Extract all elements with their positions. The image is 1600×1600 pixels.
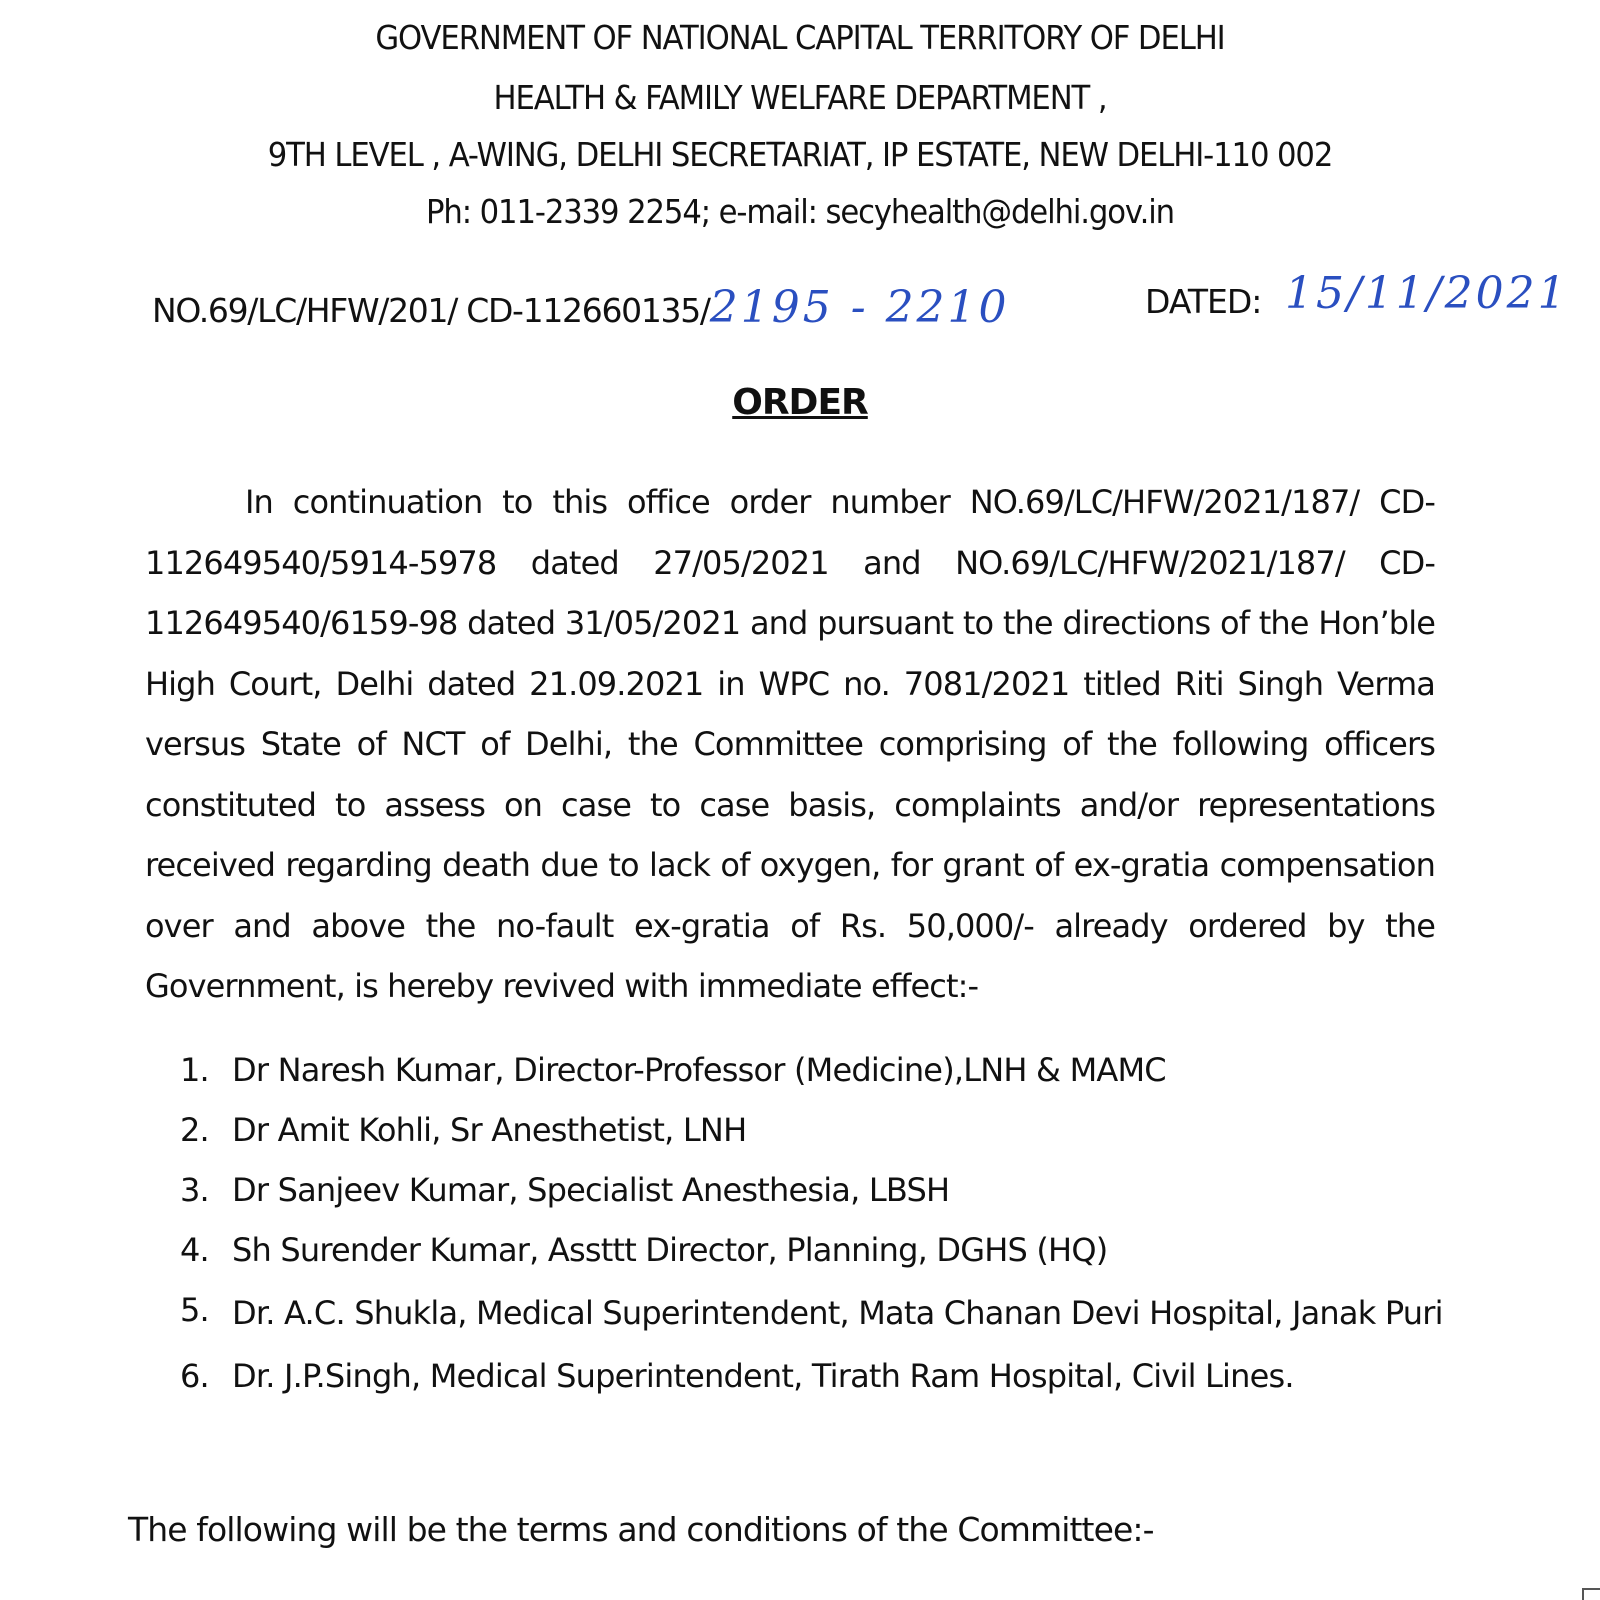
terms-heading: The following will be the terms and conditions of the Committee:- xyxy=(128,1510,1154,1549)
list-item xyxy=(180,1040,1450,1100)
list-item xyxy=(180,1346,1450,1406)
committee-members-list xyxy=(180,1040,1450,1406)
item-number: 3. xyxy=(180,1171,209,1209)
letterhead-government: GOVERNMENT OF NATIONAL CAPITAL TERRITORY OF DELHI xyxy=(375,18,1225,57)
reference-number-printed: NO.69/LC/HFW/201/ CD-112660135/ xyxy=(152,291,710,330)
item-number: 2. xyxy=(180,1111,209,1149)
item-number: 1. xyxy=(180,1051,209,1089)
item-number: 5. xyxy=(180,1291,209,1329)
letterhead-contact: Ph: 011-2339 2254; e-mail: secyhealth@delhi.gov.in xyxy=(426,192,1174,231)
list-item xyxy=(180,1220,1450,1280)
dated-label: DATED: xyxy=(1145,282,1262,321)
list-item xyxy=(180,1280,1450,1346)
order-paragraph: In continuation to this office order number NO.69/LC/HFW/2021/187/ CD-112649540/5914-5978 dated 27/05/2021 and NO.69/LC/HFW/2021/187/ CD-112649540/6159-98 dated 31/05/2021 and pursuant to the directions of the Hon’ble High Court, Delhi dated 21.09.2021 in WPC no. 7081/2021 titled Riti Singh Verma versus State of NCT of Delhi, the Committee comprising of the following officers constituted to assess on case to case basis, complaints and/or representations received regarding death due to lack of oxygen, for grant of ex-gratia compensation over and above the no-fault ex-gratia of Rs. 50,000/- already ordered by the Government, is hereby revived with immediate effect:- xyxy=(145,483,1435,1005)
order-title: ORDER xyxy=(732,382,868,423)
member-text: Dr. A.C. Shukla, Medical Superintendent, Mata Chanan Devi Hospital, Janak Puri xyxy=(232,1294,1443,1332)
list-item xyxy=(180,1160,1450,1220)
letterhead-department: HEALTH & FAMILY WELFARE DEPARTMENT , xyxy=(493,78,1107,117)
reference-number-handwritten: 2195 - 2210 xyxy=(709,282,1010,333)
list-item xyxy=(180,1100,1450,1160)
item-number: 6. xyxy=(180,1357,209,1395)
page-corner-mark xyxy=(1582,1588,1600,1600)
member-text: Sh Surender Kumar, Assttt Director, Planning, DGHS (HQ) xyxy=(232,1231,1108,1269)
member-text: Dr Naresh Kumar, Director-Professor (Medicine),LNH & MAMC xyxy=(232,1051,1166,1089)
letterhead-address: 9TH LEVEL , A-WING, DELHI SECRETARIAT, IP ESTATE, NEW DELHI-110 002 xyxy=(267,135,1333,174)
member-text: Dr. J.P.Singh, Medical Superintendent, Tirath Ram Hospital, Civil Lines. xyxy=(232,1357,1294,1395)
member-text: Dr Amit Kohli, Sr Anesthetist, LNH xyxy=(232,1111,747,1149)
reference-number xyxy=(152,282,1010,333)
item-number: 4. xyxy=(180,1231,209,1269)
member-text: Dr Sanjeev Kumar, Specialist Anesthesia, LBSH xyxy=(232,1171,950,1209)
date-handwritten: 15/11/2021 xyxy=(1285,268,1569,319)
